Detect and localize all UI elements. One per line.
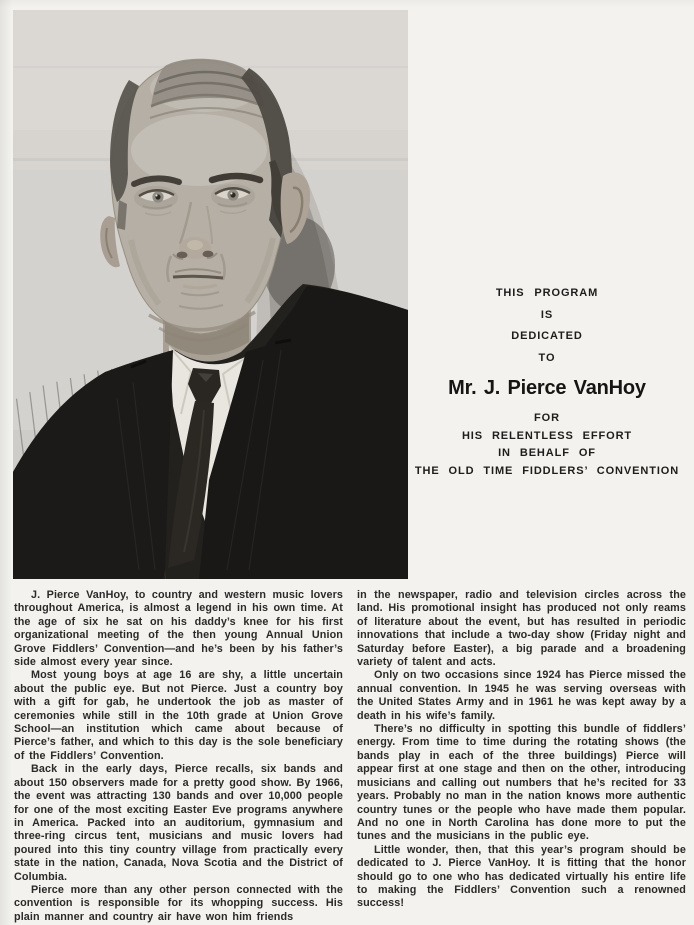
- dedication-line: TO: [538, 351, 556, 364]
- paragraph: Most young boys at age 16 are shy, a little uncertain about the public eye. But not Pierce. Just a country boy with a gift for gab, he undertook the job as master of ceremonies while still in the 10th grade at Union Grove School—an institution which came about because of Pierce’s father, and which to this day is the sole beneficiary of the Fiddlers’ Convention.: [14, 669, 343, 762]
- paragraph: in the newspaper, radio and television circles across the land. His promotional insight has produced not only reams of literature about the event, but has resulted in periodic innovations that include a two-day show (Friday night and Saturday before Easter), a big parade and a broadening variety of talent and acts.: [357, 589, 686, 669]
- article-column-left: [14, 589, 343, 924]
- dedication-line: FOR: [534, 412, 560, 424]
- dedication-line: IS: [540, 308, 554, 321]
- dedication-block: [408, 283, 686, 480]
- dedication-line: IN BEHALF OF: [498, 447, 596, 459]
- portrait-photo: [13, 10, 408, 579]
- paragraph: Back in the early days, Pierce recalls, six bands and about 150 observers made for a pretty good show. By 1966, the event was attracting 130 bands and over 10,000 people for one of the most exciting Easter Eve programs anywhere in America. Packed into an auditorium, gymnasium and three-ring circus tent, musicians and music lovers had poured into this tiny country village from practically every state in the nation, Canada, Nova Scotia and the District of Columbia.: [14, 763, 343, 883]
- dedication-line: THIS PROGRAM: [495, 287, 599, 299]
- dedication-line: HIS RELENTLESS EFFORT: [461, 429, 633, 442]
- paragraph: Only on two occasions since 1924 has Pierce missed the annual convention. In 1945 he was serving overseas with the United States Army and in 1961 he was kept away by a death in his wife’s family.: [357, 669, 686, 722]
- paragraph: J. Pierce VanHoy, to country and western music lovers throughout America, is almost a legend in his own time. At the age of six he sat on his daddy’s knee for his first organizational meeting of the then young Annual Union Grove Fiddlers’ Convention—and he’s been by his father’s side almost every year since.: [14, 589, 343, 669]
- dedication-pre-lines: [408, 283, 686, 369]
- article-column-right: [357, 589, 686, 924]
- paragraph: Pierce more than any other person connected with the convention is responsible for its whopping success. His plain manner and country air have won him friends: [14, 883, 343, 923]
- portrait-photo-illustration: [13, 10, 408, 579]
- dedication-line: THE OLD TIME FIDDLERS’ CONVENTION: [414, 464, 680, 477]
- dedication-name: Mr. J. Pierce VanHoy: [448, 377, 646, 399]
- paragraph: There’s no difficulty in spotting this bundle of fiddlers’ energy. From time to time during the rotating shows (the bands play in each of the three buildings) Pierce will appear first at one stage and then on the other, introducing musicians and calling out numbers that he’s recited for 33 years. Probably no man in the nation knows more authentic country tunes or the people who have made them popular. And no one in North Carolina has done more to put the tunes and the musicians in the public eye.: [357, 723, 686, 843]
- dedication-line: DEDICATED: [511, 330, 583, 342]
- paragraph: Little wonder, then, that this year’s program should be dedicated to J. Pierce VanHoy. It is fitting that the honor should go to one who has dedicated virtually his entire life to making the Fiddlers’ Convention such a renowned success!: [357, 843, 686, 910]
- article-body: [14, 589, 686, 924]
- dedication-post-lines: [408, 410, 686, 480]
